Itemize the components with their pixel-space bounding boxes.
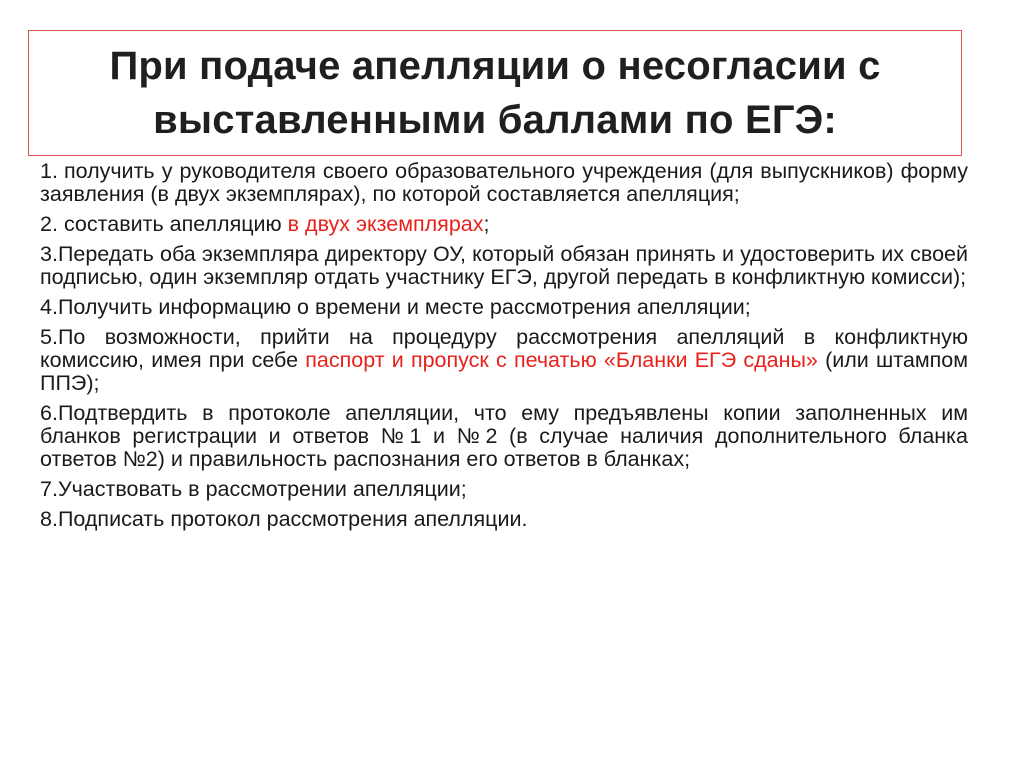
item-number: 1.	[40, 159, 58, 183]
item-text: Получить информацию о времени и месте рассмотрения апелляции;	[57, 295, 751, 319]
list-item	[40, 296, 968, 319]
item-number: 7.	[40, 477, 58, 501]
item-text: Передать оба экземпляра директору ОУ, который обязан принять и удостоверить их своей подписью, один экземпляр отдать участнику ЕГЭ, другой передать в конфликтную комисси);	[40, 242, 968, 289]
appeal-steps-list	[40, 160, 968, 538]
item-number: 6.	[40, 401, 58, 425]
list-item	[40, 213, 968, 236]
item-text-after: ;	[483, 212, 490, 236]
item-text: составить апелляцию	[63, 212, 288, 236]
item-text: Подписать протокол рассмотрения апелляции.	[57, 507, 528, 531]
item-text-after: (или штампом ППЭ);	[40, 348, 968, 395]
item-number: 2.	[40, 212, 58, 236]
item-number: 5.	[40, 325, 58, 349]
item-number: 8.	[40, 507, 58, 531]
item-number: 3.	[40, 242, 58, 266]
list-item	[40, 478, 968, 501]
list-item	[40, 243, 968, 289]
slide-title: При подаче апелляции о несогласии с выставленными баллами по ЕГЭ:	[109, 44, 881, 142]
item-text: получить у руководителя своего образовательного учреждения (для выпускников) форму заявления (в двух экземплярах), по которой составляется апелляция;	[40, 159, 968, 206]
item-text: По возможности, прийти на процедуру рассмотрения апелляций в конфликтную комиссию, имея при себе	[40, 325, 968, 372]
item-text: Участвовать в рассмотрении апелляции;	[57, 477, 467, 501]
item-number: 4.	[40, 295, 58, 319]
list-item	[40, 326, 968, 395]
title-box	[28, 30, 962, 156]
item-highlight: паспорт и пропуск с печатью «Бланки ЕГЭ сданы»	[305, 348, 818, 372]
list-item	[40, 402, 968, 471]
list-item	[40, 160, 968, 206]
list-item	[40, 508, 968, 531]
item-text: Подтвердить в протоколе апелляции, что ему предъявлены копии заполненных им бланков регистрации и ответов №1 и №2 (в случае наличия дополнительного бланка ответов №2) и правильность распознания его ответов в бланках;	[40, 401, 968, 471]
item-highlight: в двух экземплярах	[287, 212, 484, 236]
